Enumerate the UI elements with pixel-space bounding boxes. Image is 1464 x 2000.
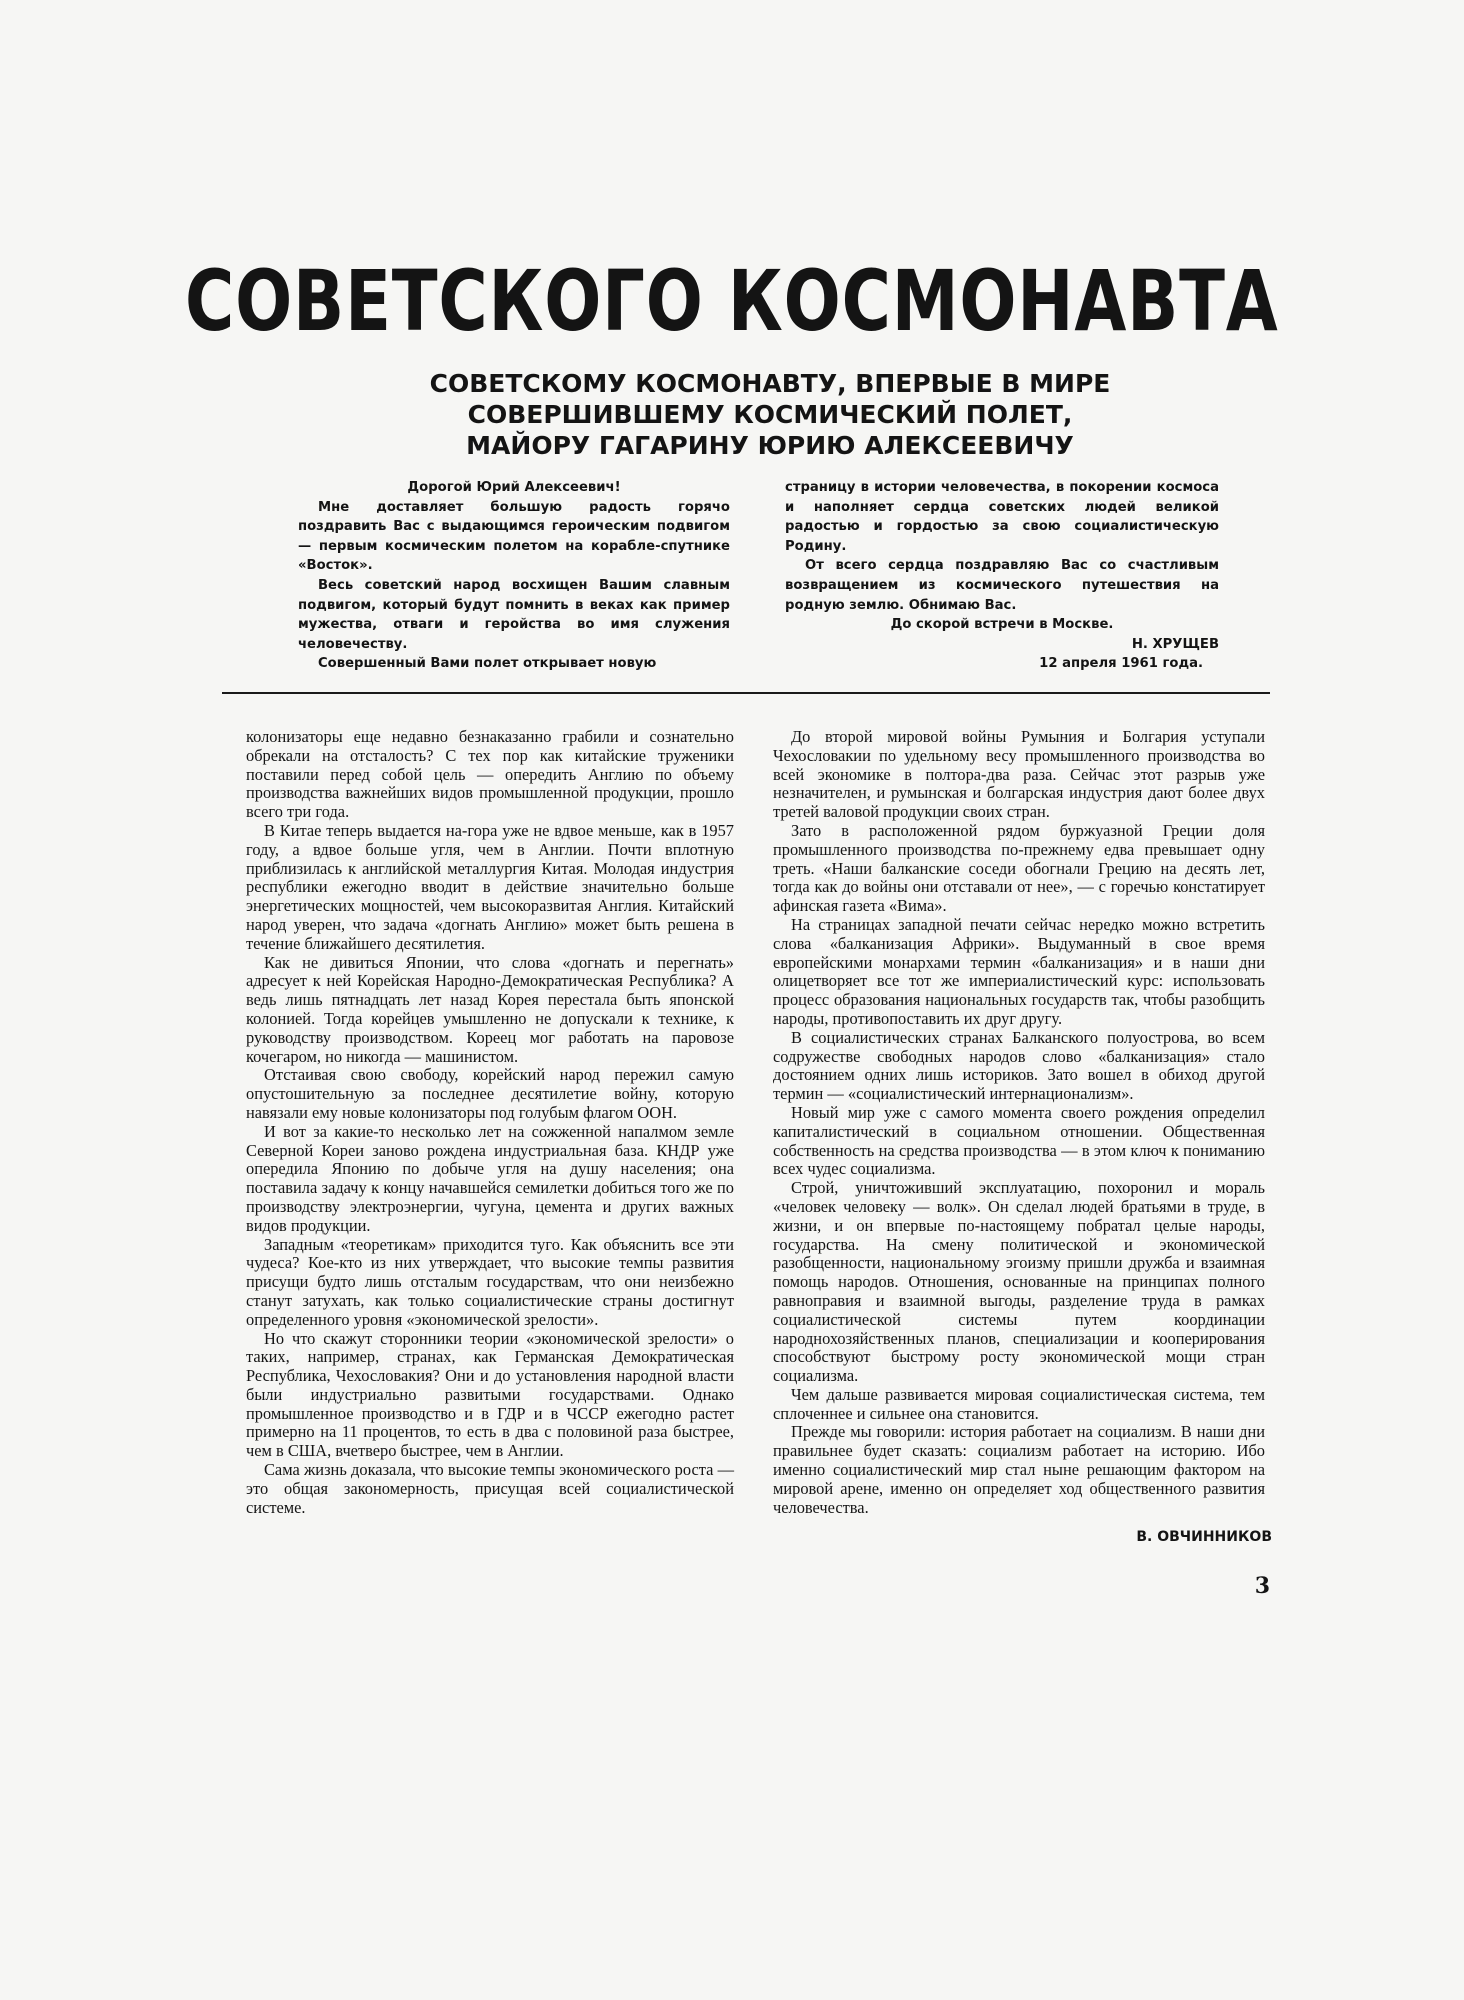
article-column-right [773,728,1265,1517]
letter-paragraph: От всего сердца поздравляю Вас со счастливым возвращением из космического путешествия на родную землю. Обнимаю Вас. [785,558,1219,613]
article-paragraph: Западным «теоретикам» приходится туго. Как объяснить все эти чудеса? Кое-кто из них утверждает, что высокие темпы развития присущи будто лишь отсталым государствам, что они неизбежно станут затухать, как только социалистические страны достигнут определенного уровня «экономической зрелости». [246,1234,734,1329]
article-paragraph: В Китае теперь выдается на-гора уже не вдвое меньше, как в 1957 году, а вдвое больше угля, чем в Англии. Почти вплотную приблизилась к английской металлургия Китая. Молодая индустрия республики ежегодно вводит в действие значительно больше энергетических мощностей, чем высокоразвитая Англия. Китайский народ уверен, что задача «догнать Англию» может быть решена в течение ближайшего десятилетия. [246,820,734,953]
article-paragraph: Зато в расположенной рядом буржуазной Греции доля промышленного производства по-прежнему едва превышает одну треть. «Наши балканские соседи обогнали Грецию на десять лет, тогда как до войны они отставали от нее», — с горечью констатирует афинская газета «Вима». [773,820,1265,916]
article-paragraph: В социалистических странах Балканского полуострова, во всем содружестве свободных народов слово «балканизация» стало достоянием одних лишь историков. Зато вошел в обиход другой термин — «социалистический интернационализм». [773,1027,1265,1104]
article-paragraph: Сама жизнь доказала, что высокие темпы экономического роста — это общая закономерность, присущая всей социалистической системе. [246,1460,734,1517]
letter-paragraph: страницу в истории человечества, в покорении космоса и наполняет сердца советских людей великой радостью и гордостью за свою социалистическую Родину. [785,480,1219,554]
address-line: СОВЕРШИВШЕМУ КОСМИЧЕСКИЙ ПОЛЕТ, [467,400,1073,429]
letter-address [420,368,1120,461]
article-paragraph: Строй, уничтоживший эксплуатацию, похоронил и мораль «человек человеку — волк». Он сделал людей братьями в труде, в жизни, и он впервые по-настоящему побратал целые народы, государства. На смену политической и экономической разобщенности, национальному эгоизму пришли дружба и взаимная помощь народов. Отношения, основанные на принципах полного равноправия и взаимной выгоды, разделение труда в рамках социалистической системы путем координации народнохозяйственных планов, специализации и кооперирования способствуют быстрому росту экономической мощи стран социализма. [773,1178,1265,1386]
address-line: СОВЕТСКОМУ КОСМОНАВТУ, ВПЕРВЫЕ В МИРЕ [429,369,1111,398]
letter-salutation: Дорогой Юрий Алексеевич! [407,480,621,495]
letter-column-left [298,478,730,674]
letter-paragraph: Весь советский народ восхищен Вашим славным подвигом, который будут помнить в веках как пример мужества, отваги и геройства во имя служения человечеству. [298,577,730,652]
article-paragraph: Новый мир уже с самого момента своего рождения определил капиталистический в социальном отношении. Общественная собственность на средства производства — в этом ключ к пониманию всех чудес социализма. [773,1102,1265,1179]
article-paragraph: На страницах западной печати сейчас нередко можно встретить слова «балканизация Африки». Выдуманный в свое время европейскими монархами термин «балканизация» и в наши дни олицетворяет все тот же империалистический курс: использовать процесс образования национальных государств так, чтобы разобщить народы, противопоставить их друг другу. [773,914,1265,1028]
article-paragraph: Чем дальше развивается мировая социалистическая система, тем сплоченнее и сильнее она становится. [773,1384,1265,1423]
article-paragraph: И вот за какие-то несколько лет на сожженной напалмом земле Северной Кореи заново рождена индустриальная база. КНДР уже опередила Японию по добыче угля на душу населения; она поставила задачу к концу начавшейся семилетки добиться того же по производству электроэнергии, чугуна, цемента и других важных видов продукции. [246,1121,734,1235]
section-divider [222,692,1270,694]
article-paragraph: Как не дивиться Японии, что слова «догнать и перегнать» адресует к ней Корейская Народно-Демократическая Республика? А ведь лишь пятнадцать лет назад Корея перестала быть японской колонией. Тогда корейцев умышленно не допускали к технике, к руководству производством. Кореец мог работать на паровозе кочегаром, но никогда — машинистом. [246,952,734,1066]
article-paragraph: Но что скажут сторонники теории «экономической зрелости» о таких, например, странах, как Германская Демократическая Республика, Чехословакия? Они и до установления народной власти были индустриально развитыми государствами. Однако промышленное производство и в ГДР и в ЧССР ежегодно растет примерно на 11 процентов, то есть в два с половиной раза быстрее, чем в США, вчетверо быстрее, чем в Англии. [246,1328,734,1461]
article-paragraph: До второй мировой войны Румыния и Болгария уступали Чехословакии по удельному весу промышленного производства во всей экономике в полтора-два раза. Сейчас этот разрыв уже незначителен, и румынская и болгарская индустрия дают более двух третей валовой продукции своих стран. [773,727,1265,822]
letter-paragraph: Мне доставляет большую радость горячо поздравить Вас с выдающимся героическим подвигом — первым космическим полетом на корабле-спутнике «Восток». [298,499,730,574]
page-number: 3 [1254,1573,1270,1599]
article-author: В. ОВЧИННИКОВ [1136,1529,1272,1545]
article-paragraph: колонизаторы еще недавно безнаказанно грабили и сознательно обрекали на отсталость? С тех пор как китайские труженики поставили перед собой цель — опередить Англию по объему производства важнейших видов промышленной продукции, прошло всего три года. [246,727,734,822]
letter-closing: До скорой встречи в Москве. [890,617,1114,633]
letter-column-right [785,478,1219,674]
letter-paragraph: Совершенный Вами полет открывает новую [318,656,657,672]
article-paragraph: Отстаивая свою свободу, корейский народ пережил самую опустошительную за последнее десятилетие войну, которую навязали ему новые колонизаторы под голубым флагом ООН. [246,1065,734,1122]
article-paragraph: Прежде мы говорили: история работает на социализм. В наши дни правильнее будет сказать: социализм работает на историю. Ибо именно социалистический мир стал ныне решающим фактором на мировой арене, именно он определяет ход общественного развития человечества. [773,1422,1265,1517]
letter-signature: Н. ХРУЩЕВ [1131,636,1219,652]
letter-date: 12 апреля 1961 года. [1039,656,1203,672]
article-column-left [246,728,734,1517]
headline: СОВЕТСКОГО КОСМОНАВТА [185,252,1279,350]
address-line: МАЙОРУ ГАГАРИНУ ЮРИЮ АЛЕКСЕЕВИЧУ [466,431,1074,460]
